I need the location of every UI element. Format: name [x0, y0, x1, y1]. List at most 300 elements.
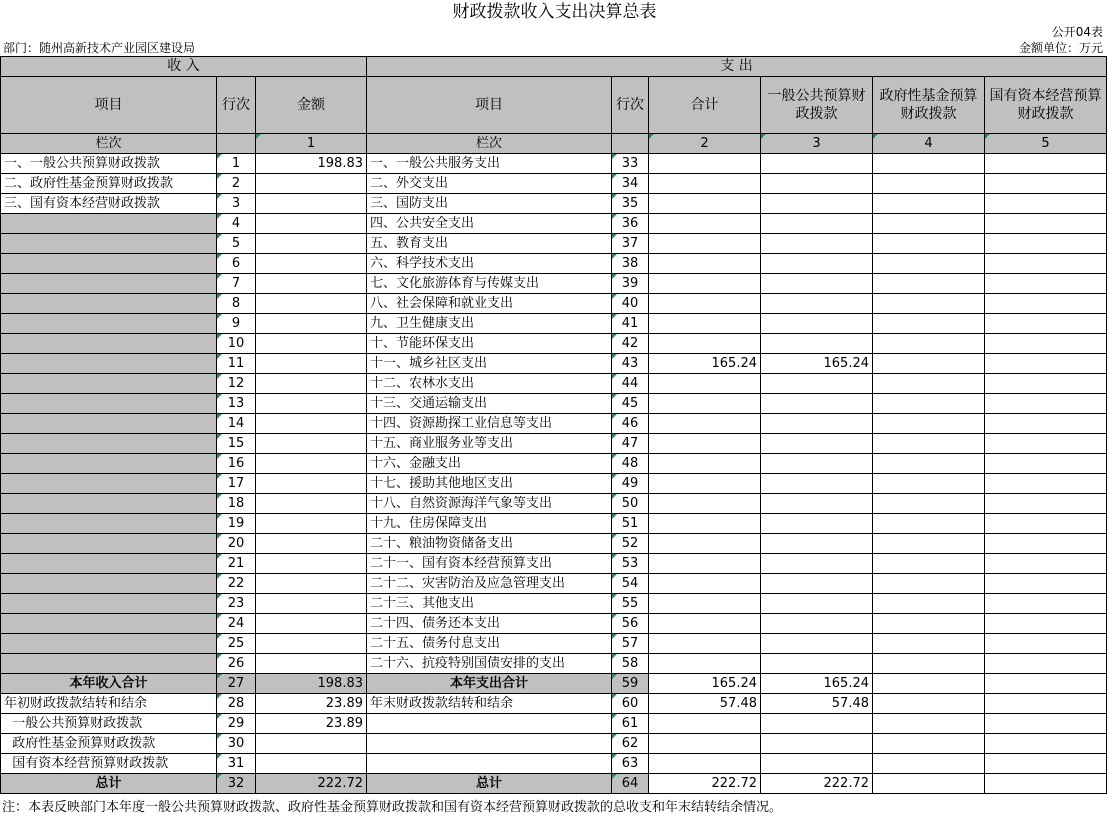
expense-total: [649, 534, 761, 554]
table-row: [1, 474, 1107, 494]
income-item: [1, 354, 217, 374]
expense-row-no: 45: [612, 394, 649, 414]
summary-income-item: 国有资本经营预算财政拨款: [1, 754, 217, 774]
expense-soe-capital: [985, 634, 1107, 654]
expense-total: [649, 414, 761, 434]
expense-gov-fund: [873, 174, 985, 194]
expense-item: 八、社会保障和就业支出: [367, 294, 612, 314]
income-item: [1, 474, 217, 494]
department-row: [0, 40, 1107, 56]
income-row-no: 15: [217, 434, 256, 454]
table-row: [1, 574, 1107, 594]
summary-income-amount: 23.89: [256, 714, 367, 734]
expense-total: 165.24: [649, 354, 761, 374]
income-amount: [256, 534, 367, 554]
expense-general-budget: [761, 274, 873, 294]
income-item: [1, 334, 217, 354]
income-item: [1, 254, 217, 274]
expense-gov-fund: [873, 294, 985, 314]
expense-general-budget: [761, 574, 873, 594]
summary-row: [1, 734, 1107, 754]
expense-row-no: 50: [612, 494, 649, 514]
income-item: [1, 314, 217, 334]
expense-soe-capital: [985, 534, 1107, 554]
income-amount: [256, 594, 367, 614]
summary-expense-row-no: 64: [612, 774, 649, 794]
expense-soe-capital: [985, 354, 1107, 374]
expense-general-budget: [761, 614, 873, 634]
expense-gov-fund: [873, 214, 985, 234]
table-row: [1, 434, 1107, 454]
expense-soe-capital: [985, 394, 1107, 414]
expense-row-no: 34: [612, 174, 649, 194]
expense-total: [649, 634, 761, 654]
expense-row-no: 38: [612, 254, 649, 274]
expense-row-no: 53: [612, 554, 649, 574]
expense-soe-capital: [985, 514, 1107, 534]
income-row-no: 5: [217, 234, 256, 254]
summary-expense-item: 本年支出合计: [367, 674, 612, 694]
expense-row-no: 35: [612, 194, 649, 214]
summary-expense-soe-capital: [985, 774, 1107, 794]
expense-soe-capital: [985, 434, 1107, 454]
table-row: [1, 494, 1107, 514]
income-item: [1, 414, 217, 434]
column-index-1: 1: [256, 134, 367, 154]
summary-income-amount: [256, 734, 367, 754]
summary-expense-item: 年末财政拨款结转和结余: [367, 694, 612, 714]
income-row-no: 6: [217, 254, 256, 274]
expense-gov-fund: [873, 654, 985, 674]
summary-expense-soe-capital: [985, 674, 1107, 694]
expense-general-budget: [761, 554, 873, 574]
table-row: [1, 254, 1107, 274]
income-amount: [256, 374, 367, 394]
income-item: [1, 214, 217, 234]
expense-soe-capital: [985, 274, 1107, 294]
expense-row-no: 55: [612, 594, 649, 614]
expense-soe-capital: [985, 614, 1107, 634]
expense-total: [649, 254, 761, 274]
expense-total: [649, 314, 761, 334]
table-row: [1, 534, 1107, 554]
expense-gov-fund: [873, 354, 985, 374]
table-row: [1, 634, 1107, 654]
expense-total: [649, 214, 761, 234]
expense-gov-fund: [873, 254, 985, 274]
income-item: [1, 374, 217, 394]
expense-general-budget: [761, 334, 873, 354]
summary-expense-gov-fund: [873, 774, 985, 794]
expense-soe-capital: [985, 314, 1107, 334]
table-row: [1, 314, 1107, 334]
expense-item: 一、一般公共服务支出: [367, 154, 612, 174]
summary-expense-general-budget: 222.72: [761, 774, 873, 794]
summary-income-row-no: 32: [217, 774, 256, 794]
expense-soe-capital: [985, 554, 1107, 574]
income-amount: [256, 334, 367, 354]
expense-soe-capital: [985, 214, 1107, 234]
table-row: [1, 294, 1107, 314]
income-row-no: 18: [217, 494, 256, 514]
income-section-header: 收 入: [1, 57, 367, 77]
form-code-row: [0, 24, 1107, 40]
summary-expense-general-budget: [761, 734, 873, 754]
table-row: [1, 454, 1107, 474]
expense-item: 二、外交支出: [367, 174, 612, 194]
summary-expense-soe-capital: [985, 754, 1107, 774]
expense-total: [649, 494, 761, 514]
expense-row-no: 48: [612, 454, 649, 474]
expense-general-budget: [761, 434, 873, 454]
expense-item: 十八、自然资源海洋气象等支出: [367, 494, 612, 514]
summary-expense-row-no: 60: [612, 694, 649, 714]
expense-soe-capital: [985, 414, 1107, 434]
summary-row: [1, 674, 1107, 694]
summary-expense-gov-fund: [873, 694, 985, 714]
income-row-no: 17: [217, 474, 256, 494]
expense-gov-fund: [873, 474, 985, 494]
summary-expense-total: [649, 754, 761, 774]
income-item: 一、一般公共预算财政拨款: [1, 154, 217, 174]
income-item: [1, 554, 217, 574]
expense-item: 七、文化旅游体育与传媒支出: [367, 274, 612, 294]
expense-gov-fund: [873, 314, 985, 334]
income-item: [1, 634, 217, 654]
income-amount: [256, 614, 367, 634]
expense-item: 二十二、灾害防治及应急管理支出: [367, 574, 612, 594]
expense-gov-fund: [873, 594, 985, 614]
expense-row-no: 52: [612, 534, 649, 554]
expense-row-no: 56: [612, 614, 649, 634]
expense-gov-fund: [873, 534, 985, 554]
expense-row-no: 47: [612, 434, 649, 454]
expense-general-budget: [761, 214, 873, 234]
table-row: [1, 214, 1107, 234]
expense-gov-fund: [873, 394, 985, 414]
income-row-no: 19: [217, 514, 256, 534]
expense-row-no: 39: [612, 274, 649, 294]
column-index-3: 3: [761, 134, 873, 154]
expense-general-budget: [761, 454, 873, 474]
income-item: [1, 454, 217, 474]
income-amount: [256, 634, 367, 654]
income-row-no: 4: [217, 214, 256, 234]
expense-item: 六、科学技术支出: [367, 254, 612, 274]
expense-row-no: 51: [612, 514, 649, 534]
expense-soe-capital: [985, 254, 1107, 274]
expense-soe-capital: [985, 494, 1107, 514]
income-amount: [256, 174, 367, 194]
expense-soe-capital: [985, 154, 1107, 174]
expense-gov-fund: [873, 234, 985, 254]
expense-item: 二十一、国有资本经营预算支出: [367, 554, 612, 574]
income-row-no: 7: [217, 274, 256, 294]
table-row: [1, 174, 1107, 194]
expense-soe-capital: [985, 454, 1107, 474]
expense-row-no: 43: [612, 354, 649, 374]
expense-item: 三、国防支出: [367, 194, 612, 214]
header-general-budget: 一般公共预算财政拨款: [761, 77, 873, 134]
expense-total: [649, 434, 761, 454]
summary-expense-general-budget: [761, 754, 873, 774]
table-row: [1, 654, 1107, 674]
summary-row: [1, 754, 1107, 774]
expense-gov-fund: [873, 514, 985, 534]
expense-row-no: 40: [612, 294, 649, 314]
expense-general-budget: [761, 194, 873, 214]
summary-expense-soe-capital: [985, 714, 1107, 734]
table-row: [1, 414, 1107, 434]
form-code: 公开04表: [1051, 25, 1103, 39]
income-row-no: 8: [217, 294, 256, 314]
income-row-no: 14: [217, 414, 256, 434]
expense-soe-capital: [985, 194, 1107, 214]
income-amount: [256, 194, 367, 214]
income-amount: [256, 454, 367, 474]
summary-expense-total: 165.24: [649, 674, 761, 694]
table-row: [1, 194, 1107, 214]
income-item: [1, 534, 217, 554]
income-amount: [256, 214, 367, 234]
expense-general-budget: [761, 594, 873, 614]
summary-income-item: 年初财政拨款结转和结余: [1, 694, 217, 714]
expense-general-budget: [761, 654, 873, 674]
summary-income-amount: 23.89: [256, 694, 367, 714]
income-row-no: 16: [217, 454, 256, 474]
income-row-no: 23: [217, 594, 256, 614]
expense-general-budget: [761, 254, 873, 274]
column-index-4: 4: [873, 134, 985, 154]
expense-gov-fund: [873, 274, 985, 294]
column-index-2: 2: [649, 134, 761, 154]
expense-section-header: 支 出: [367, 57, 1107, 77]
expense-general-budget: [761, 234, 873, 254]
summary-expense-item: 总计: [367, 774, 612, 794]
expense-general-budget: [761, 154, 873, 174]
expense-total: [649, 614, 761, 634]
table-row: [1, 274, 1107, 294]
income-amount: [256, 414, 367, 434]
expense-general-budget: [761, 514, 873, 534]
income-item: [1, 494, 217, 514]
income-amount: [256, 354, 367, 374]
expense-item: 二十六、抗疫特别国债安排的支出: [367, 654, 612, 674]
summary-expense-gov-fund: [873, 714, 985, 734]
expense-soe-capital: [985, 594, 1107, 614]
expense-total: [649, 174, 761, 194]
expense-total: [649, 334, 761, 354]
income-row-no: 2: [217, 174, 256, 194]
expense-soe-capital: [985, 334, 1107, 354]
expense-gov-fund: [873, 634, 985, 654]
income-item: 二、政府性基金预算财政拨款: [1, 174, 217, 194]
income-item: [1, 394, 217, 414]
header-soe-capital: 国有资本经营预算财政拨款: [985, 77, 1107, 134]
expense-gov-fund: [873, 494, 985, 514]
summary-expense-total: [649, 734, 761, 754]
expense-total: [649, 654, 761, 674]
budget-summary-table: [0, 56, 1107, 794]
expense-total: [649, 474, 761, 494]
expense-total: [649, 374, 761, 394]
summary-row: [1, 714, 1107, 734]
footnote: 注：本表反映部门本年度一般公共预算财政拨款、政府性基金预算财政拨款和国有资本经营预算财政拨款的总收支和年末结转结余情况。: [2, 800, 783, 815]
column-index-blank-2: [612, 134, 649, 154]
summary-row: [1, 774, 1107, 794]
expense-item: 二十三、其他支出: [367, 594, 612, 614]
income-amount: [256, 554, 367, 574]
expense-total: [649, 394, 761, 414]
department-label: 部门：随州高新技术产业园区建设局: [3, 41, 196, 55]
expense-general-budget: [761, 294, 873, 314]
table-row: [1, 514, 1107, 534]
expense-soe-capital: [985, 374, 1107, 394]
table-row: [1, 594, 1107, 614]
income-amount: [256, 314, 367, 334]
summary-income-row-no: 28: [217, 694, 256, 714]
expense-row-no: 58: [612, 654, 649, 674]
expense-general-budget: [761, 474, 873, 494]
summary-income-row-no: 27: [217, 674, 256, 694]
expense-total: [649, 574, 761, 594]
expense-soe-capital: [985, 574, 1107, 594]
income-row-no: 1: [217, 154, 256, 174]
income-amount: [256, 394, 367, 414]
expense-item: 十二、农林水支出: [367, 374, 612, 394]
column-index-5: 5: [985, 134, 1107, 154]
income-row-no: 10: [217, 334, 256, 354]
table-row: [1, 374, 1107, 394]
summary-expense-row-no: 59: [612, 674, 649, 694]
table-row: [1, 154, 1107, 174]
income-row-no: 3: [217, 194, 256, 214]
income-item: 三、国有资本经营财政拨款: [1, 194, 217, 214]
income-item: [1, 514, 217, 534]
income-item: [1, 234, 217, 254]
table-row: [1, 354, 1107, 374]
expense-gov-fund: [873, 334, 985, 354]
summary-income-item: 一般公共预算财政拨款: [1, 714, 217, 734]
expense-item: 二十、粮油物资储备支出: [367, 534, 612, 554]
expense-soe-capital: [985, 174, 1107, 194]
income-row-no: 20: [217, 534, 256, 554]
expense-general-budget: [761, 494, 873, 514]
expense-row-no: 49: [612, 474, 649, 494]
expense-general-budget: 165.24: [761, 354, 873, 374]
summary-expense-general-budget: 165.24: [761, 674, 873, 694]
income-amount: 198.83: [256, 154, 367, 174]
summary-income-item: 总计: [1, 774, 217, 794]
income-amount: [256, 254, 367, 274]
expense-gov-fund: [873, 194, 985, 214]
expense-total: [649, 454, 761, 474]
expense-total: [649, 274, 761, 294]
expense-row-no: 57: [612, 634, 649, 654]
income-amount: [256, 474, 367, 494]
summary-income-item: 政府性基金预算财政拨款: [1, 734, 217, 754]
summary-income-amount: [256, 754, 367, 774]
income-amount: [256, 514, 367, 534]
expense-gov-fund: [873, 434, 985, 454]
expense-item: 十四、资源勘探工业信息等支出: [367, 414, 612, 434]
report-title: 财政拨款收入支出决算总表: [452, 2, 657, 22]
income-amount: [256, 434, 367, 454]
expense-general-budget: [761, 374, 873, 394]
expense-gov-fund: [873, 454, 985, 474]
summary-expense-gov-fund: [873, 674, 985, 694]
income-item: [1, 614, 217, 634]
income-row-no: 9: [217, 314, 256, 334]
income-row-no: 25: [217, 634, 256, 654]
income-row-no: 26: [217, 654, 256, 674]
expense-item: 十九、住房保障支出: [367, 514, 612, 534]
expense-row-no: 37: [612, 234, 649, 254]
income-amount: [256, 574, 367, 594]
income-row-no: 22: [217, 574, 256, 594]
expense-item: 十七、援助其他地区支出: [367, 474, 612, 494]
expense-soe-capital: [985, 294, 1107, 314]
summary-expense-general-budget: 57.48: [761, 694, 873, 714]
summary-expense-soe-capital: [985, 694, 1107, 714]
column-index-label-2: 栏次: [367, 134, 612, 154]
summary-expense-total: 57.48: [649, 694, 761, 714]
summary-expense-gov-fund: [873, 734, 985, 754]
summary-expense-total: 222.72: [649, 774, 761, 794]
expense-total: [649, 514, 761, 534]
summary-expense-total: [649, 714, 761, 734]
income-item: [1, 654, 217, 674]
expense-row-no: 33: [612, 154, 649, 174]
expense-gov-fund: [873, 574, 985, 594]
header-income-item: 项目: [1, 77, 217, 134]
header-expense-row-no: 行次: [612, 77, 649, 134]
expense-gov-fund: [873, 374, 985, 394]
summary-expense-item: [367, 754, 612, 774]
expense-general-budget: [761, 414, 873, 434]
income-item: [1, 594, 217, 614]
income-item: [1, 274, 217, 294]
summary-expense-item: [367, 714, 612, 734]
table-row: [1, 614, 1107, 634]
summary-expense-general-budget: [761, 714, 873, 734]
expense-row-no: 54: [612, 574, 649, 594]
expense-item: 十一、城乡社区支出: [367, 354, 612, 374]
expense-soe-capital: [985, 654, 1107, 674]
header-income-amount: 金额: [256, 77, 367, 134]
income-item: [1, 574, 217, 594]
expense-soe-capital: [985, 474, 1107, 494]
income-row-no: 13: [217, 394, 256, 414]
expense-row-no: 42: [612, 334, 649, 354]
summary-expense-item: [367, 734, 612, 754]
income-row-no: 11: [217, 354, 256, 374]
expense-gov-fund: [873, 554, 985, 574]
expense-soe-capital: [985, 234, 1107, 254]
income-item: [1, 434, 217, 454]
expense-total: [649, 594, 761, 614]
expense-general-budget: [761, 634, 873, 654]
summary-income-amount: 222.72: [256, 774, 367, 794]
expense-item: 五、教育支出: [367, 234, 612, 254]
expense-item: 二十四、债务还本支出: [367, 614, 612, 634]
income-amount: [256, 234, 367, 254]
income-amount: [256, 494, 367, 514]
expense-general-budget: [761, 534, 873, 554]
summary-income-row-no: 30: [217, 734, 256, 754]
summary-expense-gov-fund: [873, 754, 985, 774]
summary-income-row-no: 31: [217, 754, 256, 774]
